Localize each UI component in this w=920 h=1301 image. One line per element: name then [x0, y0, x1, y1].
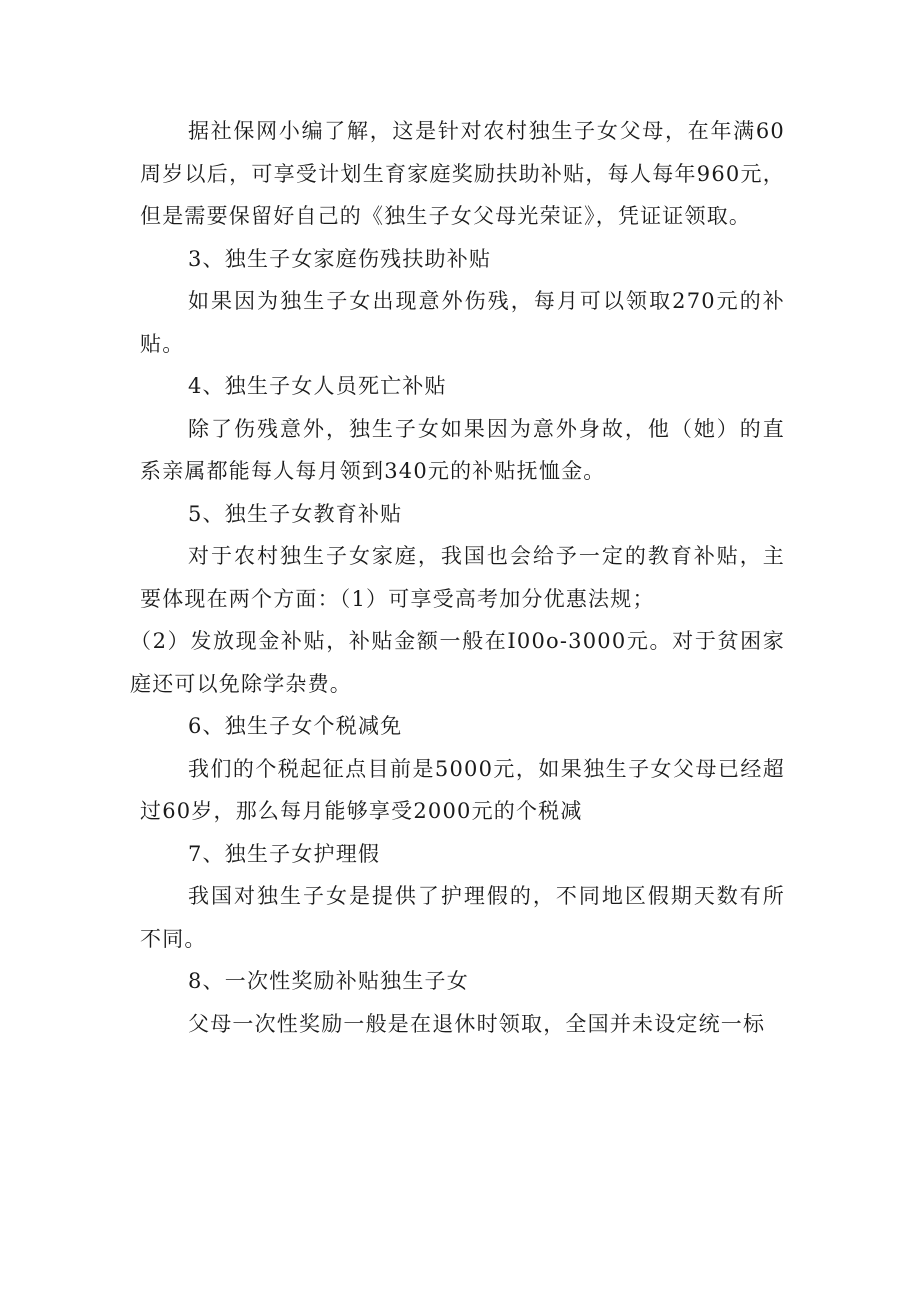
section-heading-education-subsidy: 5、独生子女教育补贴	[188, 501, 403, 526]
section-heading-death-subsidy: 4、独生子女人员死亡补贴	[188, 374, 447, 398]
paragraph-death-subsidy: 除了伤残意外，独生子女如果因为意外身故，他（她）的直系亲属都能每人每月领到340元的补贴抚恤金。	[140, 416, 785, 483]
section-heading-tax-reduction: 6、独生子女个税减免	[188, 714, 403, 738]
paragraph-tax-reduction: 我们的个税起征点目前是5000元，如果独生子女父母已经超过60岁，那么每月能够享受2000元的个税减	[140, 756, 785, 823]
document-body	[130, 110, 785, 1045]
section-heading-disability-support: 3、独生子女家庭伤残扶助补贴	[188, 246, 492, 271]
paragraph-nursing-leave: 我国对独生子女是提供了护理假的，不同地区假期天数有所不同。	[140, 884, 785, 951]
paragraph-education-cash-subsidy: （2）发放现金补贴，补贴金额一般在I00o-3000元。对于贫困家庭还可以免除学杂费。	[130, 629, 785, 696]
paragraph-education-subsidy: 对于农村独生子女家庭，我国也会给予一定的教育补贴，主要体现在两个方面：（1）可享受高考加分优惠法规；	[140, 544, 785, 611]
paragraph-disability-support: 如果因为独生子女出现意外伤残，每月可以领取270元的补贴。	[140, 289, 785, 356]
section-heading-one-time-reward: 8、一次性奖励补贴独生子女	[188, 969, 469, 993]
paragraph-rural-parent-subsidy: 据社保网小编了解，这是针对农村独生子女父母，在年满60周岁以后，可享受计划生育家庭奖励扶助补贴，每人每年960元，但是需要保留好自己的《独生子女父母光荣证》，凭证证领取。	[140, 119, 785, 228]
paragraph-one-time-reward: 父母一次性奖励一般是在退休时领取，全国并未设定统一标	[188, 1011, 766, 1036]
section-heading-nursing-leave: 7、独生子女护理假	[188, 841, 381, 866]
